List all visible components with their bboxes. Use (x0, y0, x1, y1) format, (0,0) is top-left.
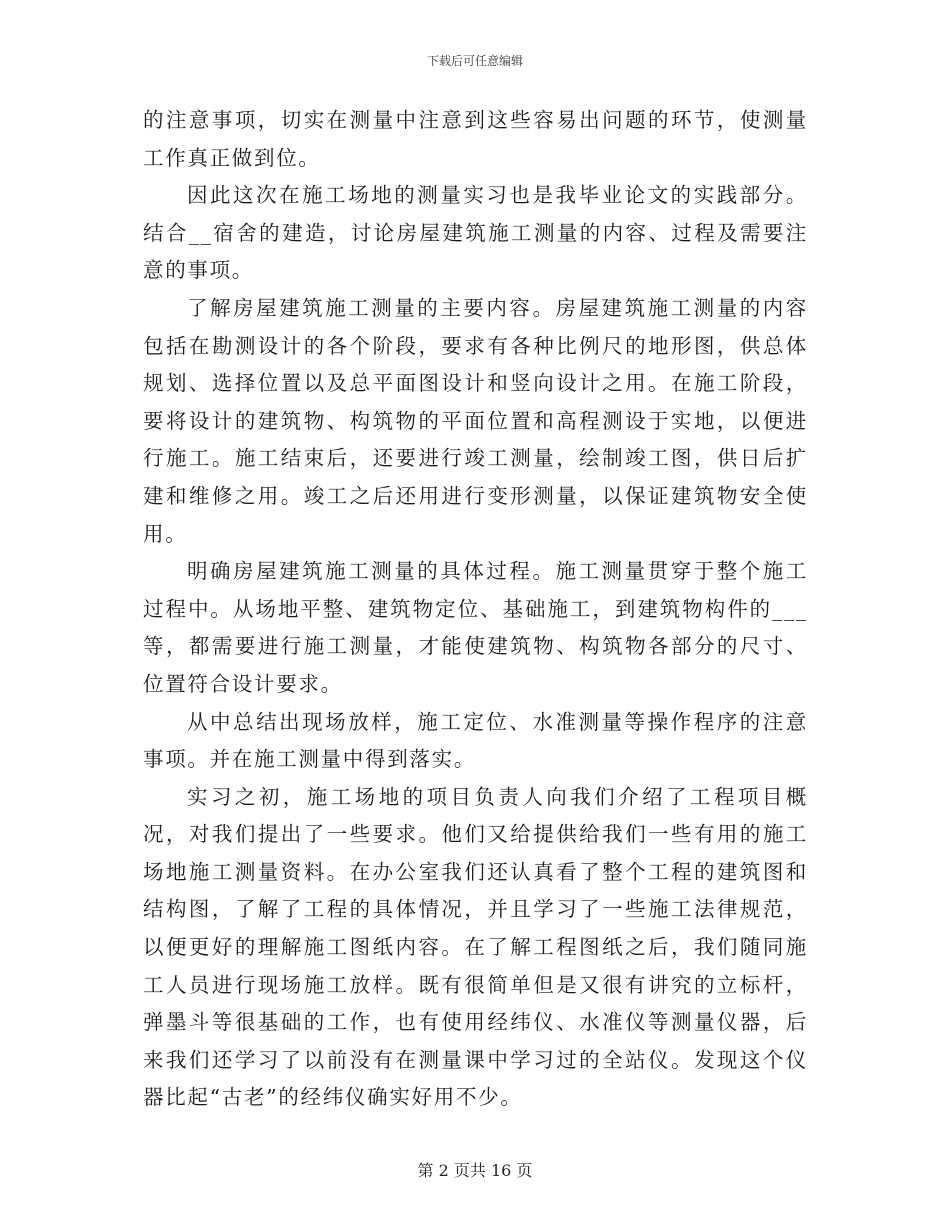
document-body (143, 102, 808, 1117)
paragraph: 了解房屋建筑施工测量的主要内容。房屋建筑施工测量的内容包括在勘测设计的各个阶段，要求有各种比例尺的地形图，供总体规划、选择位置以及总平面图设计和竖向设计之用。在施工阶段，要将设计的建筑物、构筑物的平面位置和高程测设于实地，以便进行施工。施工结束后，还要进行竣工测量，绘制竣工图，供日后扩建和维修之用。竣工之后还用进行变形测量，以保证建筑物安全使用。 (143, 295, 808, 546)
paragraph: 明确房屋建筑施工测量的具体过程。施工测量贯穿于整个施工过程中。从场地平整、建筑物定位、基础施工，到建筑物构件的___等，都需要进行施工测量，才能使建筑物、构筑物各部分的尺寸、位置符合设计要求。 (143, 559, 808, 696)
paragraph: 从中总结出现场放样，施工定位、水准测量等操作程序的注意事项。并在施工测量中得到落实。 (143, 709, 808, 772)
paragraph: 因此这次在施工场地的测量实习也是我毕业论文的实践部分。结合__宿舍的建造，讨论房屋建筑施工测量的内容、过程及需要注意的事项。 (143, 183, 808, 283)
paragraph: 实习之初，施工场地的项目负责人向我们介绍了工程项目概况，对我们提出了一些要求。他们又给提供给我们一些有用的施工场地施工测量资料。在办公室我们还认真看了整个工程的建筑图和结构图，了解了工程的具体情况，并且学习了一些施工法律规范，以便更好的理解施工图纸内容。在了解工程图纸之后，我们随同施工人员进行现场施工放样。既有很简单但是又很有讲究的立标杆，弹墨斗等很基础的工作，也有使用经纬仪、水准仪等测量仪器，后来我们还学习了以前没有在测量课中学习过的全站仪。发现这个仪器比起“古老”的经纬仪确实好用不少。 (143, 784, 808, 1110)
page-header-note: 下载后可任意编辑 (426, 54, 523, 68)
page-number: 第 2 页共 16 页 (417, 1161, 533, 1180)
paragraph-continuation: 的注意事项，切实在测量中注意到这些容易出问题的环节，使测量工作真正做到位。 (143, 108, 808, 170)
